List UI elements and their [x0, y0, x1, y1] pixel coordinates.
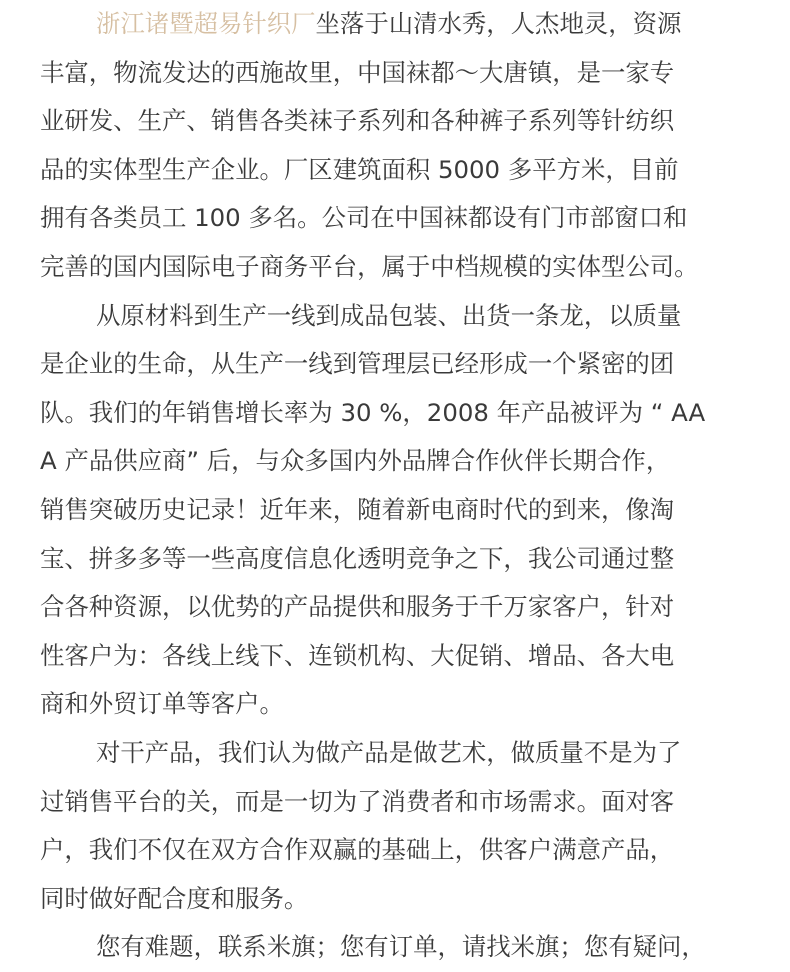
text-line: 宝、拼多多等一些高度信息化透明竞争之下，我公司通过整 — [40, 543, 675, 573]
text-line: 商和外贸订单等客户。 — [40, 689, 284, 719]
text-line: 丰富，物流发达的西施故里，中国袜都～大唐镇，是一家专 — [40, 57, 675, 87]
text-line: 性客户为：各线上线下、连锁机构、大促销、增品、各大电 — [40, 640, 675, 670]
text-line: 同时做好配合度和服务。 — [40, 883, 309, 913]
text-line: 销售突破历史记录！近年来，随着新电商时代的到来，像淘 — [40, 494, 675, 524]
article-body — [40, 0, 770, 972]
text-line: A 产品供应商” 后，与众多国内外品牌合作伙伴长期合作， — [40, 446, 671, 476]
paragraph-production — [40, 292, 770, 729]
text-line: 合各种资源，以优势的产品提供和服务于千万家客户，针对 — [40, 592, 675, 622]
text-segment: 坐落于山清水秀，人杰地灵，资源 — [315, 9, 682, 38]
text-line: 户，我们不仅在双方合作双赢的基础上，供客户满意产品， — [40, 835, 675, 865]
text-line: 过销售平台的关，而是一切为了消费者和市场需求。面对客 — [40, 786, 675, 816]
paragraph-contact — [40, 923, 770, 972]
text-line: 完善的国内国际电子商务平台，属于中档规模的实体型公司。 — [40, 251, 699, 281]
text-line: 是企业的生命，从生产一线到管理层已经形成一个紧密的团 — [40, 349, 675, 379]
text-line: 您有难题，联系米旗；您有订单，请找米旗；您有疑问， — [96, 932, 706, 962]
company-name: 浙江诸暨超易针织厂 — [96, 9, 316, 38]
text-line: 对干产品，我们认为做产品是做艺术，做质量不是为了 — [96, 737, 682, 767]
text-line — [40, 0, 770, 49]
text-line: 从原材料到生产一线到成品包装、出货一条龙，以质量 — [96, 300, 682, 330]
text-line: 业研发、生产、销售各类袜子系列和各种裤子系列等针纺织 — [40, 106, 675, 136]
paragraph-product-philosophy — [40, 729, 770, 923]
text-line: 队。我们的年销售增长率为 30 %，2008 年产品被评为 “ AA — [40, 397, 706, 427]
text-line: 拥有各类员工 100 多名。公司在中国袜都设有门市部窗口和 — [40, 203, 688, 233]
text-line: 品的实体型生产企业。厂区建筑面积 5000 多平方米，目前 — [40, 154, 679, 184]
paragraph-company-intro — [40, 0, 770, 292]
